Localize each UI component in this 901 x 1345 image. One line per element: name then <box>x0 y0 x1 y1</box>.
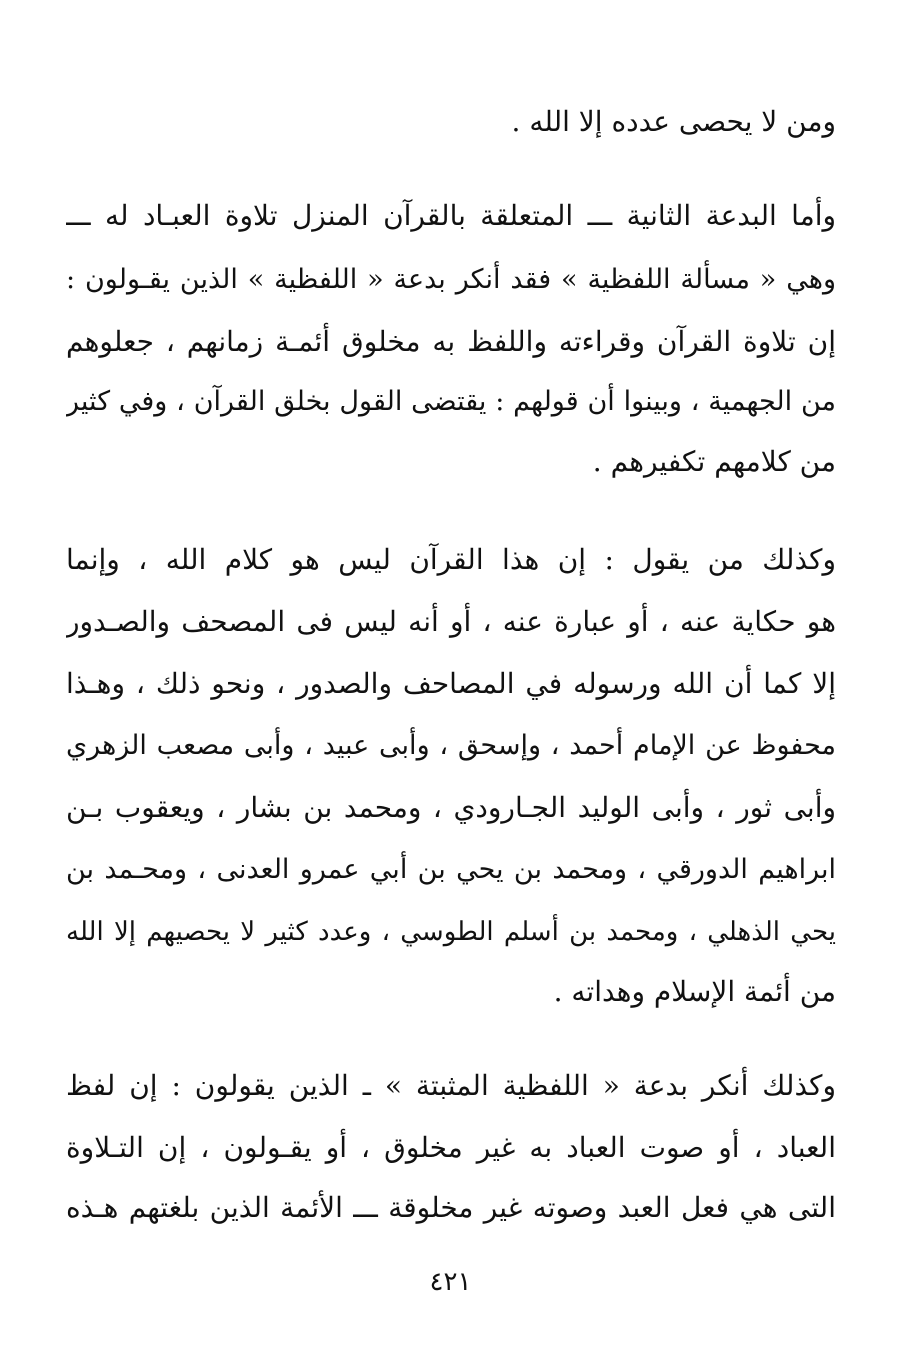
text-line: من أئمة الإسلام وهداته . <box>553 975 836 1008</box>
text-line: إلا كما أن الله ورسوله في المصاحف والصدور ، ونحو ذلك ، وهـذا <box>66 667 836 700</box>
text-line: وكذلك من يقول : إن هذا القرآن ليس هو كلام الله ، وإنما <box>66 543 836 576</box>
text-line: إن تلاوة القرآن وقراءته واللفظ به مخلوق أئمـة زمانهم ، جعلوهم <box>66 325 836 358</box>
text-line: وهي « مسألة اللفظية » فقد أنكر بدعة « اللفظية » الذين يقـولون : <box>66 264 836 295</box>
text-line: يحي الذهلي ، ومحمد بن أسلم الطوسي ، وعدد كثير لا يحصيهم إلا الله <box>66 917 836 947</box>
text-line: ابراهيم الدورقي ، ومحمد بن يحي بن أبي عمرو العدنى ، ومحـمد بن <box>66 854 836 885</box>
text-line: التى هي فعل العبد وصوته غير مخلوقة ـــ الأئمة الذين بلغتهم هـذه <box>66 1191 836 1224</box>
text-line: ومن لا يحصى عدده إلا الله . <box>511 105 836 138</box>
text-line: وأما البدعة الثانية ـــ المتعلقة بالقرآن المنزل تلاوة العبـاد له ـــ <box>66 199 836 232</box>
text-line: وكذلك أنكر بدعة « اللفظية المثبتة » ـ الذين يقولون : إن لفظ <box>66 1069 836 1102</box>
page-number: ٤٢١ <box>429 1267 472 1297</box>
text-line: هو حكاية عنه ، أو عبارة عنه ، أو أنه ليس فى المصحف والصـدور <box>66 605 836 638</box>
text-line: محفوظ عن الإمام أحمد ، وإسحق ، وأبى عبيد ، وأبى مصعب الزهري <box>66 730 836 761</box>
text-line: العباد ، أو صوت العباد به غير مخلوق ، أو يقـولون ، إن التـلاوة <box>66 1131 836 1164</box>
text-line: من الجهمية ، وبينوا أن قولهم : يقتضى القول بخلق القرآن ، وفي كثير <box>66 386 836 417</box>
text-line: من كلامهم تكفيرهم . <box>592 445 836 478</box>
text-line: وأبى ثور ، وأبى الوليد الجـارودي ، ومحمد بن بشار ، ويعقوب بـن <box>66 791 836 824</box>
